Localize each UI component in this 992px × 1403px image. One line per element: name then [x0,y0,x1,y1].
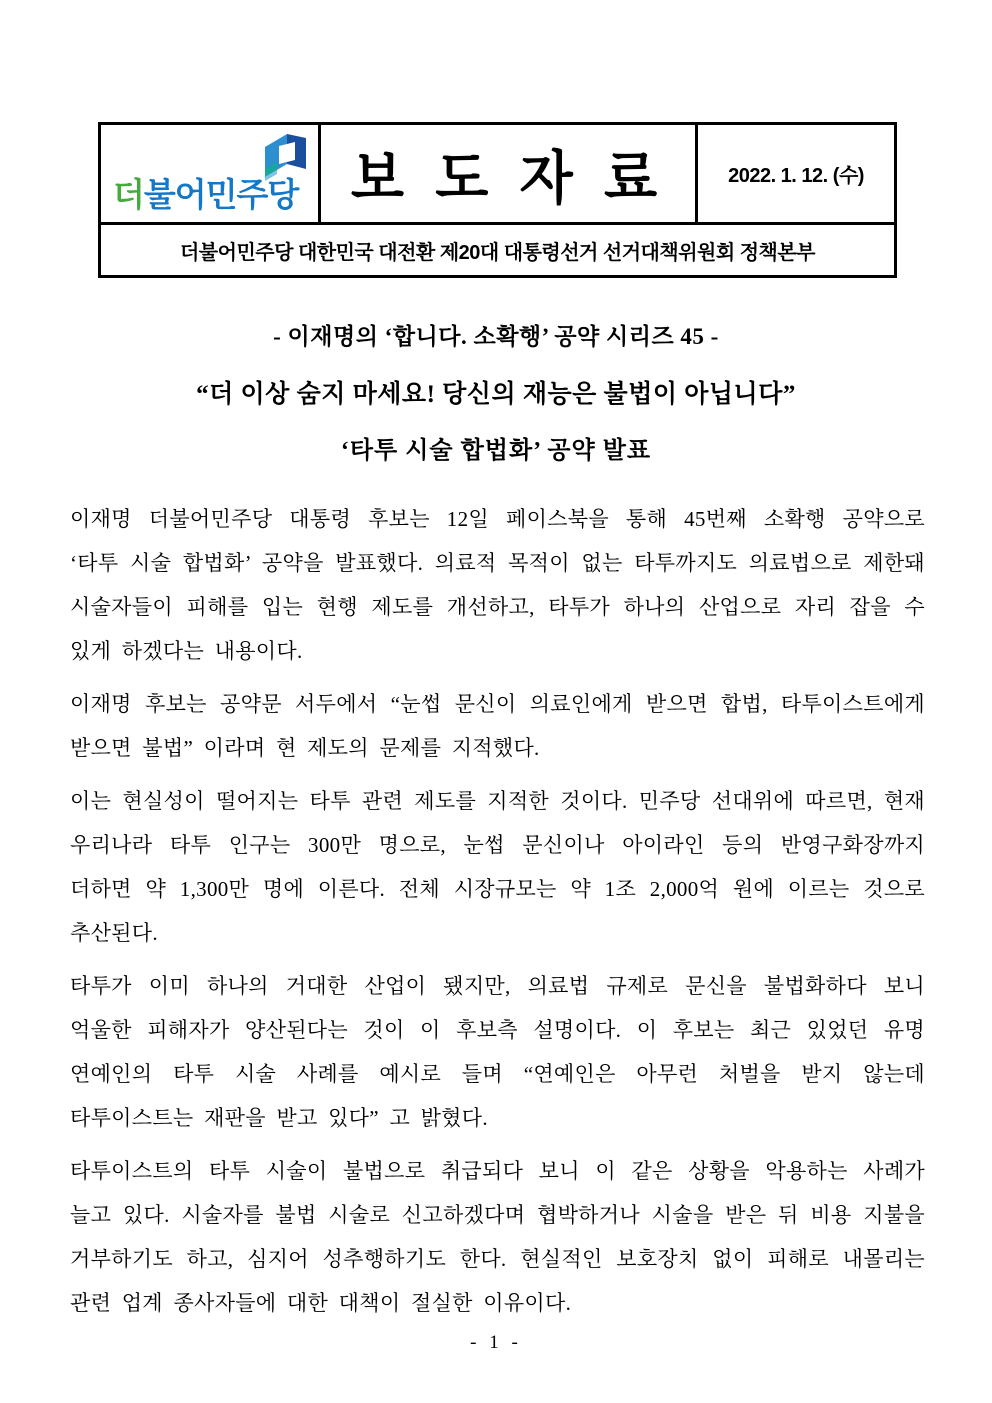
paragraph-4: 타투가 이미 하나의 거대한 산업이 됐지만, 의료법 규제로 문신을 불법화하다 보니 억울한 피해자가 양산된다는 것이 이 후보측 설명이다. 이 후보는 최근 있었던 유명 연예인의 타투 시술 사례를 예시로 들며 “연예인은 아무런 처벌을 받지 않는데 타투이스트는 재판을 받고 있다” 고 밝혔다. [70,974,925,1130]
article-body [70,497,925,1334]
press-title-cell [321,125,698,222]
headline-pledge-line: ‘타투 시술 합법화’ 공약 발표 [340,438,652,464]
party-logo-cell [101,125,321,222]
page-number: - 1 - [470,1332,522,1353]
paragraph-3: 이는 현실성이 떨어지는 타투 관련 제도를 지적한 것이다. 민주당 선대위에 따르면, 현재 우리나라 타투 인구는 300만 명으로, 눈썹 문신이나 아이라인 등의 반영구화장까지 더하면 약 1,300만 명에 이른다. 전체 시장규모는 약 1조 2,000억 원에 이르는 것으로 추산된다. [70,789,925,945]
party-logo-text: 더불어민주당 [113,176,299,213]
headline-quote-line: “더 이상 숨지 마세요! 당신의 재능은 불법이 아닙니다” [196,381,796,408]
header-subtitle-row [101,222,894,275]
paragraph-2: 이재명 후보는 공약문 서두에서 “눈썹 문신이 의료인에게 받으면 합법, 타투이스트에게 받으면 불법” 이라며 현 제도의 문제를 지적했다. [70,692,925,760]
paragraph-1: 이재명 더불어민주당 대통령 후보는 12일 페이스북을 통해 45번째 소확행 공약으로 ‘타투 시술 합법화’ 공약을 발표했다. 의료적 목적이 없는 타투까지도 의료법으로 제한돼 시술자들이 피해를 입는 현행 제도를 개선하고, 타투가 하나의 산업으로 자리 잡을 수 있게 하겠다는 내용이다. [70,507,925,663]
headline-series-line: - 이재명의 ‘합니다. 소확행’ 공약 시리즈 45 - [273,324,719,349]
press-subtitle: 더불어민주당 대한민국 대전환 제20대 대통령선거 선거대책위원회 정책본부 [179,241,815,264]
press-title: 보 도 자 료 [350,145,666,211]
press-date-cell [698,125,894,222]
paragraph-5: 타투이스트의 타투 시술이 불법으로 취급되다 보니 이 같은 상황을 악용하는 사례가 늘고 있다. 시술자를 불법 시술로 신고하겠다며 협박하거나 시술을 받은 뒤 비용 지불을 거부하기도 하고, 심지어 성추행하기도 한다. 현실적인 보호장치 없이 피해로 내몰리는 관련 업계 종사자들에 대한 대책이 절실한 이유이다. [70,1159,925,1315]
headline-block [0,318,992,465]
press-date: 2022. 1. 12. (수) [728,165,864,187]
header-top-row [101,125,894,222]
press-release-header-box [98,122,897,278]
